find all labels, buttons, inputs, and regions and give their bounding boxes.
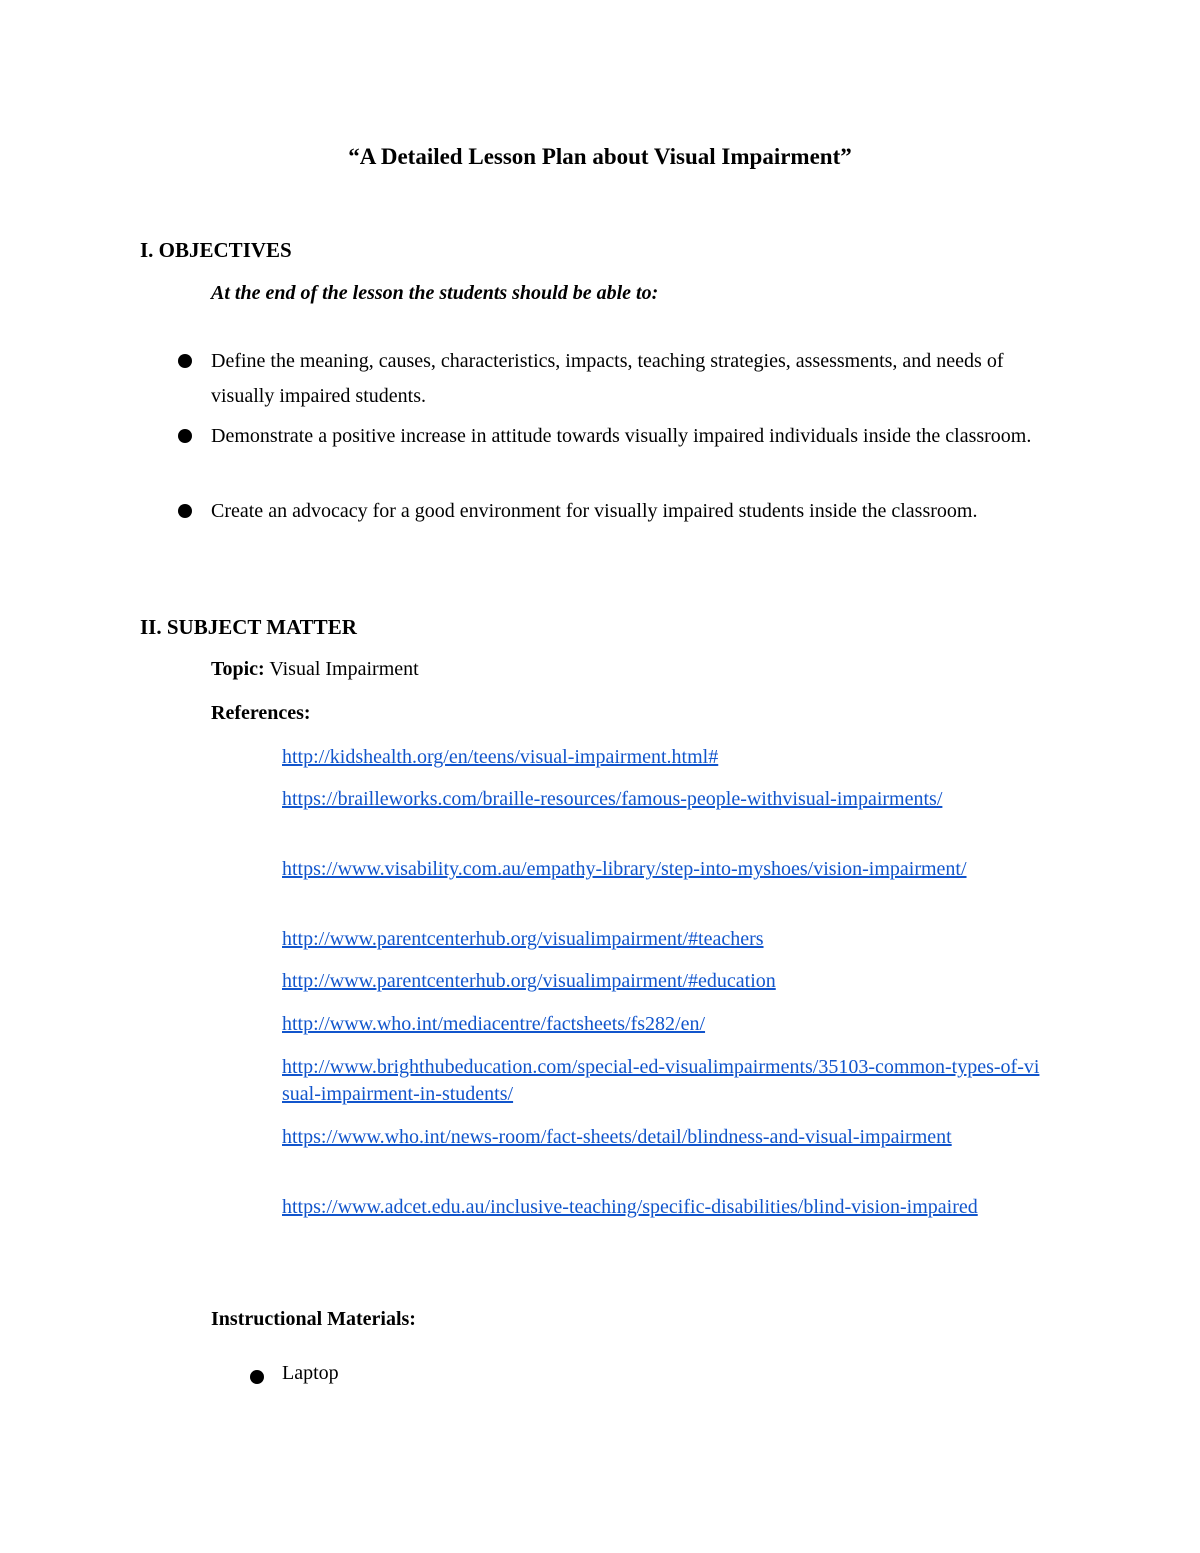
- document-title: “A Detailed Lesson Plan about Visual Impairment”: [348, 144, 852, 169]
- reference-link[interactable]: https://www.visability.com.au/empathy-library/step-into-myshoes/vision-impairment/: [282, 858, 967, 880]
- objective-item: Define the meaning, causes, characteristics, impacts, teaching strategies, assessments, and needs of visually impaired students.: [211, 350, 1004, 407]
- reference-link[interactable]: http://www.who.int/mediacentre/factsheets/fs282/en/: [282, 1013, 706, 1035]
- reference-link[interactable]: http://www.brighthubeducation.com/special-ed-visualimpairments/35103-common-types-of-visual-impairment-in-students/: [282, 1056, 1040, 1105]
- bullet-icon: [178, 504, 192, 518]
- topic-line: [211, 658, 419, 681]
- objective-item: Demonstrate a positive increase in attitude towards visually impaired individuals inside the classroom.: [211, 425, 1032, 447]
- topic-value: Visual Impairment: [269, 658, 419, 680]
- objectives-intro: At the end of the lesson the students should be able to:: [211, 282, 659, 304]
- topic-label: Topic:: [211, 658, 265, 680]
- reference-link[interactable]: http://www.parentcenterhub.org/visualimpairment/#teachers: [282, 928, 764, 950]
- reference-link[interactable]: http://www.parentcenterhub.org/visualimpairment/#education: [282, 970, 776, 992]
- references-label: References:: [211, 702, 311, 724]
- reference-link[interactable]: https://www.adcet.edu.au/inclusive-teaching/specific-disabilities/blind-vision-impaired: [282, 1196, 978, 1218]
- materials-label: Instructional Materials:: [211, 1308, 416, 1330]
- reference-link[interactable]: http://kidshealth.org/en/teens/visual-impairment.html#: [282, 746, 719, 768]
- material-item: Laptop: [282, 1362, 339, 1384]
- reference-link[interactable]: https://www.who.int/news-room/fact-sheets/detail/blindness-and-visual-impairment: [282, 1126, 952, 1148]
- bullet-icon: [178, 354, 192, 368]
- objectives-heading: I. OBJECTIVES: [140, 238, 292, 262]
- reference-link[interactable]: https://brailleworks.com/braille-resources/famous-people-withvisual-impairments/: [282, 788, 943, 810]
- objective-item: Create an advocacy for a good environment for visually impaired students inside the classroom.: [211, 500, 978, 522]
- bullet-icon: [178, 429, 192, 443]
- subject-matter-heading: II. SUBJECT MATTER: [140, 615, 357, 639]
- bullet-icon: [250, 1370, 264, 1384]
